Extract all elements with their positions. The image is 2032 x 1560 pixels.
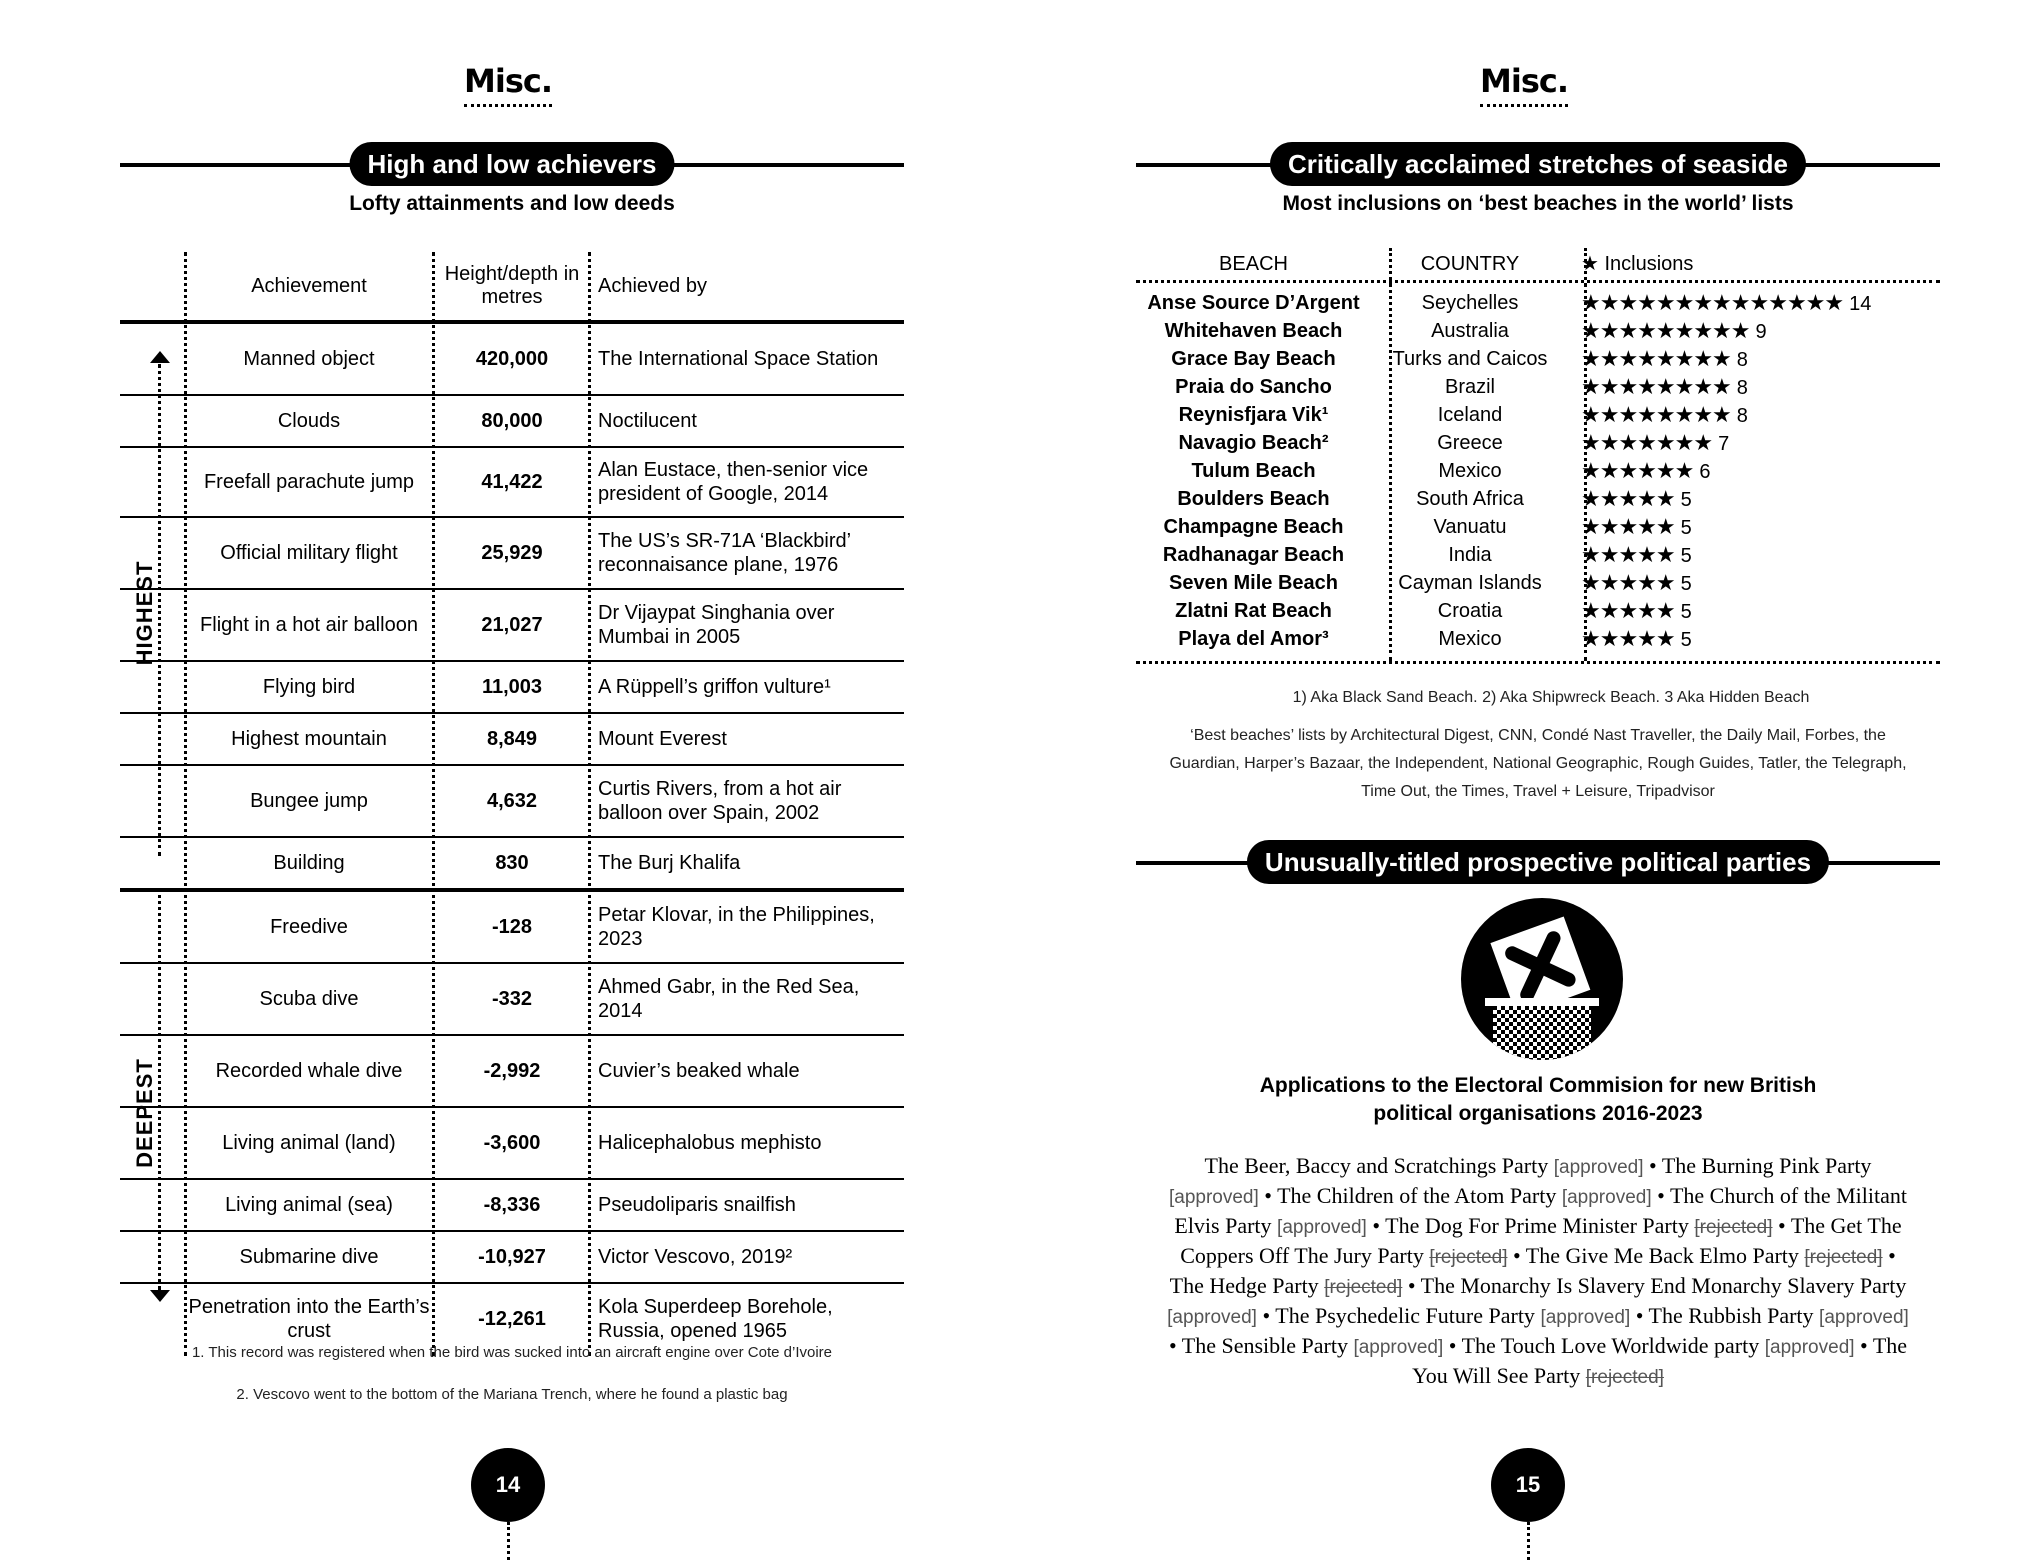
- beaches-table: [1136, 248, 1940, 664]
- beach-name: Anse Source D’Argent: [1147, 292, 1360, 314]
- beach-row: [1136, 513, 1940, 541]
- beach-row: [1136, 541, 1940, 569]
- party-status-badge: [approved]: [1167, 1307, 1257, 1328]
- table-row: [120, 714, 904, 766]
- party-name: The You Will See Party: [1412, 1333, 1908, 1388]
- achievement-cell: Official military flight: [220, 542, 398, 564]
- beach-country: Croatia: [1437, 600, 1503, 622]
- achieved-by-cell: Halicephalobus mephisto: [598, 1132, 822, 1154]
- achieved-by-cell: The Burj Khalifa: [598, 852, 741, 874]
- height-cell: -12,261: [478, 1308, 546, 1330]
- height-cell: 420,000: [475, 348, 549, 370]
- height-cell: 41,422: [481, 471, 543, 493]
- misc-header: Misc.: [0, 62, 1016, 107]
- table-row: [120, 964, 904, 1036]
- party-name: The Hedge Party: [1169, 1273, 1319, 1298]
- section-header-beaches: [1136, 142, 1940, 186]
- star-rating-icon: ★★★★★: [1581, 570, 1675, 595]
- party-status-badge: [rejected]: [1324, 1277, 1403, 1298]
- party-status-badge: [approved]: [1540, 1307, 1631, 1328]
- table-row: [120, 1108, 904, 1180]
- achievement-cell: Penetration into the Earth’s crust: [188, 1296, 430, 1342]
- inclusion-count: 5: [1680, 545, 1692, 567]
- achieved-by-cell: Noctilucent: [598, 410, 697, 432]
- achieved-by-cell: Ahmed Gabr, in the Red Sea, 2014: [598, 976, 860, 1022]
- inclusions-cell: [1569, 457, 1926, 485]
- inclusion-count: 14: [1849, 293, 1872, 315]
- table-row: [120, 838, 904, 892]
- party-status-badge: [approved]: [1561, 1187, 1652, 1208]
- beach-country: Vanuatu: [1433, 516, 1507, 538]
- beach-row: [1136, 373, 1940, 401]
- achievement-cell: Freefall parachute jump: [203, 471, 415, 493]
- inclusions-cell: [1569, 317, 1926, 345]
- achievement-cell: Building: [273, 852, 345, 874]
- achievements-table: [120, 252, 904, 1354]
- beach-country: South Africa: [1416, 488, 1524, 510]
- beach-country: Greece: [1437, 432, 1503, 454]
- beach-sources: ‘Best beaches’ lists by Architectural Digest, CNN, Condé Nast Traveller, the Daily Mail, Forbes, the Guardian, Harper’s Bazaar, the Independent, National Geographic, Rough Guides, Tatler, the Telegraph, Time Out, the Times, Travel + Leisure, Tripadvisor: [1169, 727, 1907, 800]
- deepest-label: DEEPEST: [132, 1058, 157, 1168]
- height-cell: -3,600: [483, 1132, 541, 1154]
- party-status-badge: [approved]: [1277, 1217, 1367, 1238]
- inclusions-cell: [1569, 401, 1926, 429]
- inclusions-cell: [1569, 345, 1926, 373]
- achieved-by-cell: Dr Vijaypat Singhania over Mumbai in 2005: [598, 602, 835, 648]
- parties-subtitle: Applications to the Electoral Commision for new British political organisations 2016-2023: [1259, 1074, 1817, 1125]
- footnote-1: 1. This record was registered when the bird was sucked into an aircraft engine over Cote d’Ivoire: [191, 1344, 833, 1361]
- party-name: The Burning Pink Party: [1661, 1153, 1872, 1178]
- achieved-by-cell: Kola Superdeep Borehole, Russia, opened 1965: [598, 1296, 833, 1342]
- height-cell: 8,849: [486, 728, 538, 750]
- table-row: [120, 662, 904, 714]
- beach-name: Champagne Beach: [1163, 516, 1344, 538]
- height-cell: 80,000: [481, 410, 543, 432]
- achievement-cell: Living animal (sea): [225, 1194, 393, 1216]
- page-number: 15: [1491, 1448, 1565, 1522]
- star-rating-icon: ★★★★★★★★: [1581, 402, 1731, 427]
- achievement-cell: Highest mountain: [231, 728, 387, 750]
- achieved-by-cell: Mount Everest: [598, 728, 727, 750]
- height-cell: 21,027: [481, 614, 543, 636]
- party-status-badge: [rejected]: [1429, 1247, 1508, 1268]
- height-cell: -10,927: [478, 1246, 546, 1268]
- star-rating-icon: ★★★★★: [1581, 542, 1675, 567]
- inclusions-cell: [1569, 429, 1926, 457]
- party-status-badge: [approved]: [1819, 1307, 1909, 1328]
- beach-country: Australia: [1431, 320, 1509, 342]
- table-row: [120, 590, 904, 662]
- achieved-by-cell: Pseudoliparis snailfish: [598, 1194, 796, 1216]
- party-name: The Give Me Back Elmo Party: [1525, 1243, 1799, 1268]
- party-name: The Church of the Militant Elvis Party: [1174, 1183, 1907, 1238]
- parties-list: The Beer, Baccy and Scratchings Party [approved] • The Burning Pink Party [approved] • The Children of the Atom Party [approved] • The Church of the Militant Elvis Party [approved] • The Dog For Prime Minister Party [rejected] • The Get The Coppers Off The Jury Party [rejected] • The Give Me Back Elmo Party [rejected] • The Hedge Party [rejected] • The Monarchy Is Slavery End Monarchy Slavery Party [approved] • The Psychedelic Future Party [approved] • The Rubbish Party [approved] • The Sensible Party [approved] • The Touch Love Worldwide party [approved] • The You Will See Party [rejected]: [1167, 1153, 1909, 1388]
- achieved-by-cell: A Rüppell’s griffon vulture¹: [598, 676, 831, 698]
- party-name: The Sensible Party: [1181, 1333, 1348, 1358]
- table-row: [120, 1036, 904, 1108]
- inclusions-cell: [1569, 625, 1926, 653]
- beach-rows: [1136, 283, 1940, 664]
- table-row: [120, 1180, 904, 1232]
- achieved-by-cell: Petar Klovar, in the Philippines, 2023: [598, 904, 875, 950]
- beach-name: Grace Bay Beach: [1171, 348, 1336, 370]
- achievement-cell: Bungee jump: [250, 790, 368, 812]
- inclusions-cell: [1569, 513, 1926, 541]
- beach-row: [1136, 485, 1940, 513]
- table-row: [120, 518, 904, 590]
- achievement-cell: Living animal (land): [222, 1132, 396, 1154]
- beach-row: [1136, 401, 1940, 429]
- inclusion-count: 5: [1680, 629, 1692, 651]
- beach-name: Praia do Sancho: [1175, 376, 1332, 398]
- star-rating-icon: ★★★★★★★: [1581, 430, 1713, 455]
- star-rating-icon: ★★★★★★★★: [1581, 374, 1731, 399]
- section-title: Unusually-titled prospective political parties: [1247, 840, 1829, 884]
- party-status-badge: [rejected]: [1585, 1367, 1664, 1388]
- beach-country: Brazil: [1444, 376, 1495, 398]
- inclusion-count: 9: [1755, 321, 1767, 343]
- achieved-by-cell: Alan Eustace, then-senior vice president of Google, 2014: [598, 459, 869, 505]
- highest-axis-line: [158, 364, 161, 856]
- table-row: [120, 324, 904, 396]
- beach-row: [1136, 597, 1940, 625]
- beach-country: Turks and Caicos: [1392, 348, 1548, 370]
- beach-row: [1136, 569, 1940, 597]
- inclusion-count: 5: [1680, 489, 1692, 511]
- beach-row: [1136, 317, 1940, 345]
- party-status-badge: [approved]: [1764, 1337, 1855, 1358]
- achievement-cell: Clouds: [277, 410, 341, 432]
- party-name: The Touch Love Worldwide party: [1461, 1333, 1760, 1358]
- col-header-beach: BEACH: [1219, 253, 1288, 275]
- inclusion-count: 5: [1680, 601, 1692, 623]
- inclusion-count: 6: [1699, 461, 1711, 483]
- party-name: The Psychedelic Future Party: [1275, 1303, 1535, 1328]
- star-rating-icon: ★★★★★★★★★★★★★★: [1581, 290, 1844, 315]
- party-status-badge: [approved]: [1353, 1337, 1444, 1358]
- section-header-achievers: [120, 142, 904, 186]
- inclusion-count: 8: [1736, 377, 1748, 399]
- achieved-by-cell: The International Space Station: [598, 348, 879, 370]
- achievement-cell: Flight in a hot air balloon: [200, 614, 418, 636]
- achieved-by-cell: Victor Vescovo, 2019²: [598, 1246, 793, 1268]
- beach-row: [1136, 625, 1940, 653]
- beach-name: Playa del Amor³: [1178, 628, 1329, 650]
- beach-row: [1136, 345, 1940, 373]
- arrow-up-icon: [150, 351, 170, 363]
- party-name: The Dog For Prime Minister Party: [1385, 1213, 1689, 1238]
- footnote-2: 2. Vescovo went to the bottom of the Mariana Trench, where he found a plastic bag: [236, 1386, 788, 1403]
- table-row: [120, 1232, 904, 1284]
- section-subtitle: Lofty attainments and low deeds: [349, 192, 675, 215]
- star-rating-icon: ★★★★★★★★★: [1581, 318, 1750, 343]
- height-cell: 4,632: [486, 790, 538, 812]
- inclusion-count: 7: [1718, 433, 1730, 455]
- star-rating-icon: ★★★★★: [1581, 626, 1675, 651]
- page-number-tail: [507, 1522, 510, 1560]
- achieved-by-cell: Cuvier’s beaked whale: [598, 1060, 800, 1082]
- inclusions-cell: [1569, 541, 1926, 569]
- achievement-cell: Manned object: [243, 348, 375, 370]
- beach-country: Cayman Islands: [1398, 572, 1542, 594]
- achievement-cell: Submarine dive: [239, 1246, 379, 1268]
- inclusion-count: 8: [1736, 405, 1748, 427]
- party-status-badge: [approved]: [1553, 1157, 1644, 1178]
- height-cell: -332: [491, 988, 533, 1010]
- inclusions-cell: [1569, 289, 1926, 317]
- party-name: The Beer, Baccy and Scratchings Party: [1204, 1153, 1549, 1178]
- achievement-cell: Freedive: [270, 916, 348, 938]
- beach-country: Mexico: [1438, 460, 1502, 482]
- inclusion-count: 5: [1680, 517, 1692, 539]
- page-number-tail: [1527, 1522, 1530, 1560]
- table-row: [120, 892, 904, 964]
- beach-name: Reynisfjara Vik¹: [1178, 404, 1329, 426]
- party-name: The Children of the Atom Party: [1277, 1183, 1557, 1208]
- achieved-by-cell: Curtis Rivers, from a hot air balloon over Spain, 2002: [598, 778, 842, 824]
- inclusion-count: 5: [1680, 573, 1692, 595]
- star-rating-icon: ★★★★★: [1581, 486, 1675, 511]
- height-cell: -8,336: [483, 1194, 541, 1216]
- col-header-inclusions: ★ Inclusions: [1581, 253, 1694, 275]
- height-cell: -128: [491, 916, 533, 938]
- achievement-cell: Recorded whale dive: [215, 1060, 403, 1082]
- table-row: [120, 448, 904, 518]
- party-status-badge: [approved]: [1168, 1187, 1259, 1208]
- star-rating-icon: ★★★★★: [1581, 598, 1675, 623]
- table-header: [120, 252, 904, 324]
- beach-country: Mexico: [1438, 628, 1502, 650]
- beach-row: [1136, 289, 1940, 317]
- beach-name: Tulum Beach: [1191, 460, 1316, 482]
- col-header-achieved-by: Achieved by: [598, 274, 707, 297]
- inclusions-cell: [1569, 597, 1926, 625]
- beach-row: [1136, 429, 1940, 457]
- section-header-parties: [1136, 840, 1940, 884]
- beach-name: Seven Mile Beach: [1169, 572, 1338, 594]
- inclusions-cell: [1569, 569, 1926, 597]
- beach-name: Whitehaven Beach: [1164, 320, 1343, 342]
- party-status-badge: [rejected]: [1694, 1217, 1773, 1238]
- beach-name: Navagio Beach²: [1178, 432, 1329, 454]
- beach-name: Radhanagar Beach: [1162, 544, 1345, 566]
- inclusions-cell: [1569, 373, 1926, 401]
- inclusions-cell: [1569, 485, 1926, 513]
- highest-label: HIGHEST: [132, 560, 157, 666]
- table-header: [1136, 248, 1940, 283]
- table-row: [120, 396, 904, 448]
- section-title: Critically acclaimed stretches of seaside: [1270, 142, 1806, 186]
- party-name: The Rubbish Party: [1648, 1303, 1814, 1328]
- beach-country: India: [1448, 544, 1492, 566]
- beach-country: Iceland: [1437, 404, 1503, 426]
- beach-footnote: 1) Aka Black Sand Beach. 2) Aka Shipwreck Beach. 3 Aka Hidden Beach: [1292, 689, 1810, 706]
- page-number: 14: [471, 1448, 545, 1522]
- star-rating-icon: ★★★★★★: [1581, 458, 1694, 483]
- height-cell: 830: [495, 852, 529, 874]
- section-title: High and low achievers: [350, 142, 675, 186]
- col-header-country: COUNTRY: [1420, 253, 1520, 275]
- beach-row: [1136, 457, 1940, 485]
- section-subtitle: Most inclusions on ‘best beaches in the world’ lists: [1282, 192, 1794, 215]
- inclusion-count: 8: [1736, 349, 1748, 371]
- height-cell: 11,003: [481, 676, 543, 698]
- deepest-axis-line: [158, 888, 161, 1290]
- party-status-badge: [rejected]: [1804, 1247, 1883, 1268]
- star-rating-icon: ★★★★★★★★: [1581, 346, 1731, 371]
- beach-name: Boulders Beach: [1177, 488, 1330, 510]
- col-header-achievement: Achievement: [251, 274, 367, 297]
- achievement-cell: Scuba dive: [259, 988, 359, 1010]
- ballot-box-icon: [1461, 898, 1623, 1060]
- party-name: The Monarchy Is Slavery End Monarchy Slavery Party: [1420, 1273, 1907, 1298]
- star-rating-icon: ★★★★★: [1581, 514, 1675, 539]
- beach-name: Zlatni Rat Beach: [1175, 600, 1332, 622]
- misc-header: Misc.: [1016, 62, 2032, 107]
- party-name: The Get The Coppers Off The Jury Party: [1180, 1213, 1902, 1268]
- right-page: [1016, 0, 2032, 1560]
- achieved-by-cell: The US’s SR-71A ‘Blackbird’ reconnaisance plane, 1976: [598, 530, 851, 576]
- table-row: [120, 766, 904, 838]
- beach-country: Seychelles: [1421, 292, 1519, 314]
- col-header-height: Height/depth in metres: [444, 263, 580, 308]
- arrow-down-icon: [150, 1290, 170, 1302]
- height-cell: 25,929: [481, 542, 543, 564]
- achievement-cell: Flying bird: [262, 676, 356, 698]
- height-cell: -2,992: [483, 1060, 541, 1082]
